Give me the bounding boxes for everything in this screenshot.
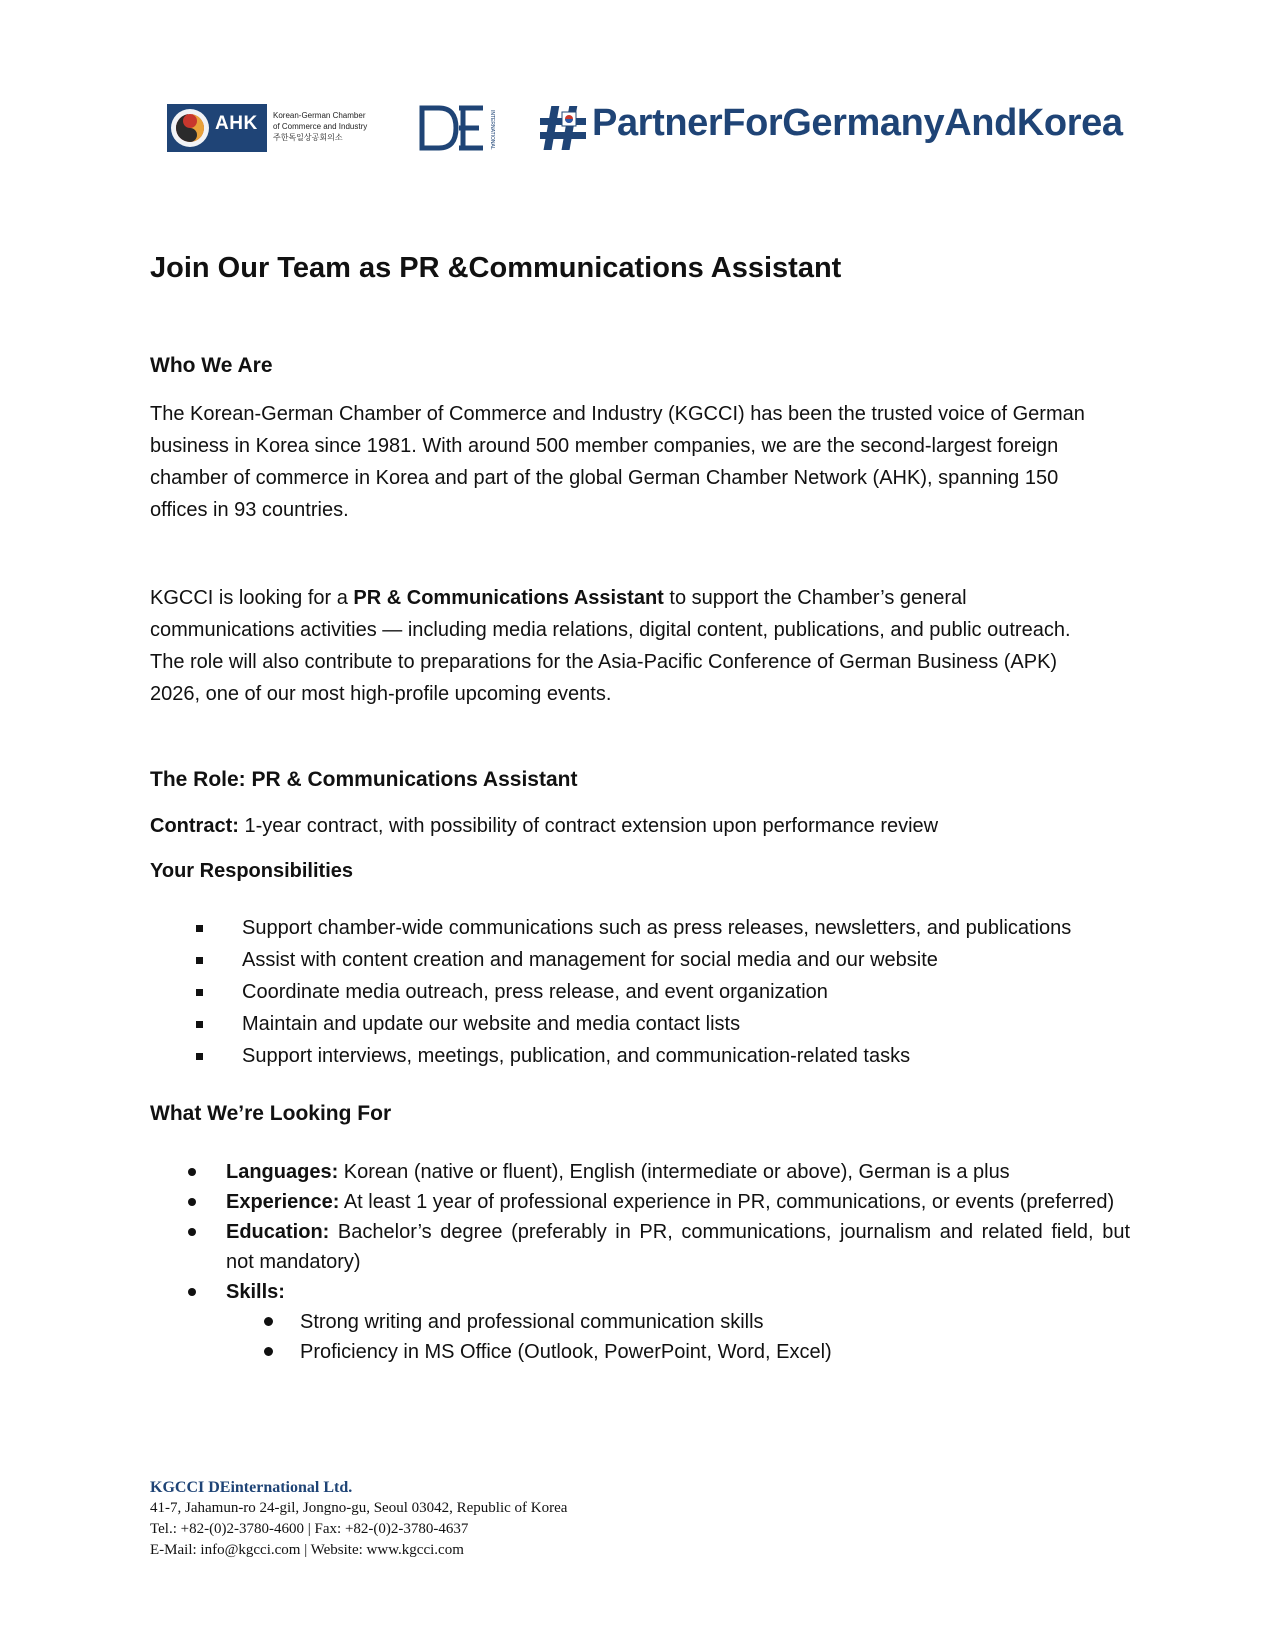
footer-address: 41-7, Jahamun-ro 24-gil, Jongno-gu, Seoul 03042, Republic of Korea xyxy=(150,1500,568,1516)
hashtag-flag-icon xyxy=(540,102,588,152)
who-we-are-text: The Korean-German Chamber of Commerce and Industry (KGCCI) has been the trusted voice of German business in Korea since 1981. With around 500 member companies, we are the second-largest foreign chamber of commerce in Korea and part of the global German Chamber Network (AHK), spanning 150 offices in 93 countries. xyxy=(150,403,1085,521)
skills-list xyxy=(226,1307,1130,1367)
list-item xyxy=(150,944,1080,976)
requirements-list xyxy=(150,1157,1130,1367)
ahk-emblem-icon xyxy=(171,109,209,147)
responsibilities-heading: Your Responsibilities xyxy=(150,860,353,882)
bullet-icon xyxy=(188,1198,196,1206)
square-bullet-icon xyxy=(196,989,203,996)
bullet-icon xyxy=(188,1228,196,1236)
requirement-label: Education: xyxy=(226,1221,330,1243)
footer xyxy=(150,1477,567,1561)
looking-post: to support the Chamber’s general communications activities — including media relations, digital content, publications, and public outreach. The role will also contribute to preparations for the Asia-Pacific Conference of German Business (APK) 2026, one of our most high-profile upcoming events. xyxy=(150,587,1071,705)
skill-text: Proficiency in MS Office (Outlook, PowerPoint, Word, Excel) xyxy=(300,1341,832,1363)
ahk-subtitle-line3: 주한독일상공회의소 xyxy=(273,133,343,142)
looking-for-paragraph xyxy=(150,582,1110,710)
looking-pre: KGCCI is looking for a xyxy=(150,587,354,609)
responsibility-text: Support chamber-wide communications such as press releases, newsletters, and publications xyxy=(242,917,1072,939)
responsibilities-list xyxy=(150,912,1080,1072)
list-item xyxy=(150,1008,1080,1040)
list-item xyxy=(150,1277,1130,1367)
contract-text: 1-year contract, with possibility of contract extension upon performance review xyxy=(238,815,939,837)
contract-label: Contract: xyxy=(150,815,239,837)
responsibility-text: Support interviews, meetings, publication, and communication-related tasks xyxy=(242,1045,911,1067)
ahk-subtitle xyxy=(273,110,377,143)
responsibility-text: Coordinate media outreach, press release, and event organization xyxy=(242,981,828,1003)
list-item xyxy=(150,1040,1080,1072)
de-vertical-label: INTERNATIONAL xyxy=(489,110,495,150)
square-bullet-icon xyxy=(196,957,203,964)
list-item xyxy=(150,1157,1130,1187)
partner-hashtag-text: PartnerForGermanyAndKorea xyxy=(592,102,1123,144)
responsibility-text: Assist with content creation and management for social media and our website xyxy=(242,949,938,971)
page-title: Join Our Team as PR &Communications Assistant xyxy=(150,252,842,284)
ahk-badge-text: AHK xyxy=(215,113,258,134)
hollow-bullet-icon xyxy=(264,1347,273,1356)
hollow-bullet-icon xyxy=(264,1317,273,1326)
ahk-subtitle-line1: Korean-German Chamber xyxy=(273,111,366,120)
skill-text: Strong writing and professional communication skills xyxy=(300,1311,764,1333)
requirement-label: Skills: xyxy=(226,1281,285,1303)
footer-company: KGCCI DEinternational Ltd. xyxy=(150,1479,353,1496)
requirement-text: Korean (native or fluent), English (intermediate or above), German is a plus xyxy=(338,1161,1010,1183)
requirements-heading: What We’re Looking For xyxy=(150,1102,392,1125)
bullet-icon xyxy=(188,1288,196,1296)
requirement-label: Languages: xyxy=(226,1161,339,1183)
responsibility-text: Maintain and update our website and media contact lists xyxy=(242,1013,741,1035)
list-item xyxy=(226,1337,1130,1367)
list-item xyxy=(150,1187,1130,1217)
footer-phone: Tel.: +82-(0)2-3780-4600 | Fax: +82-(0)2-3780-4637 xyxy=(150,1521,469,1537)
list-item xyxy=(150,1217,1130,1277)
square-bullet-icon xyxy=(196,1053,203,1060)
looking-role-bold: PR & Communications Assistant xyxy=(353,587,664,609)
ahk-subtitle-line2: of Commerce and Industry xyxy=(273,122,368,131)
square-bullet-icon xyxy=(196,1021,203,1028)
requirement-text: Bachelor’s degree (preferably in PR, communications, journalism and related field, but not mandatory) xyxy=(226,1221,1130,1273)
ahk-logo xyxy=(167,104,375,152)
ahk-badge xyxy=(167,104,267,152)
square-bullet-icon xyxy=(196,925,203,932)
bullet-icon xyxy=(188,1168,196,1176)
requirement-label: Experience: xyxy=(226,1191,340,1213)
list-item xyxy=(226,1307,1130,1337)
who-we-are-heading: Who We Are xyxy=(150,354,273,377)
role-heading: The Role: PR & Communications Assistant xyxy=(150,768,578,791)
list-item xyxy=(150,976,1080,1008)
requirement-text: At least 1 year of professional experience in PR, communications, or events (preferred) xyxy=(339,1191,1115,1213)
contract-line xyxy=(150,815,938,838)
list-item xyxy=(150,912,1080,944)
partner-logo xyxy=(540,100,1123,156)
footer-contact: E-Mail: info@kgcci.com | Website: www.kgcci.com xyxy=(150,1542,464,1558)
de-international-logo xyxy=(419,104,499,152)
